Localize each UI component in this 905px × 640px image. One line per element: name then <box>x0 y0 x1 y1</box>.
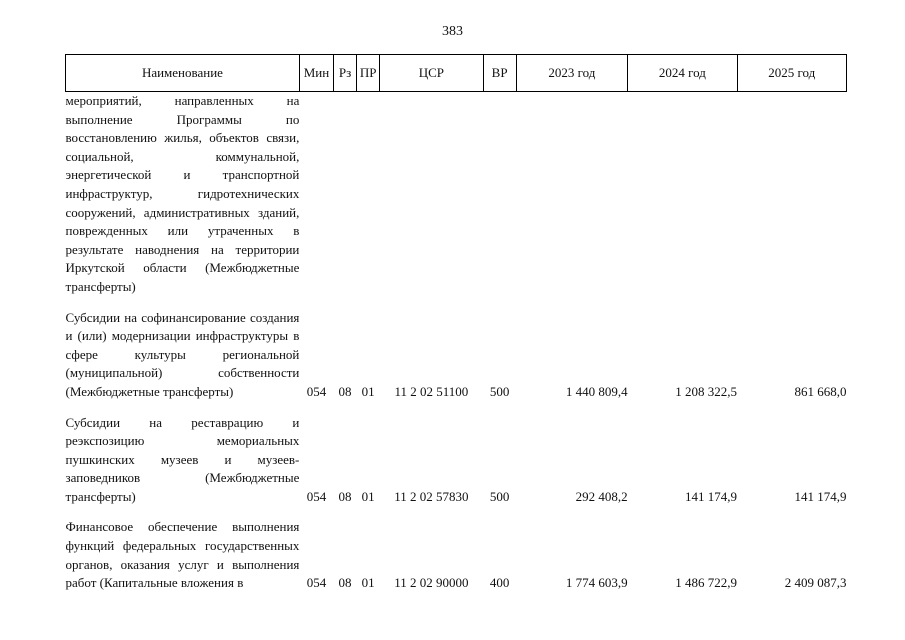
row-rz: 08 <box>338 575 352 591</box>
header-pr: ПР <box>357 55 380 92</box>
row-pr: 01 <box>361 383 375 399</box>
row-2024: 1 486 722,9 <box>675 575 738 591</box>
row-2024: 1 208 322,5 <box>675 383 738 399</box>
row-rz: 08 <box>338 383 352 399</box>
table-header-row <box>66 55 847 92</box>
table-row <box>66 309 847 402</box>
header-vr: ВР <box>483 55 516 92</box>
budget-table <box>65 54 847 593</box>
row-2023: 1 774 603,9 <box>565 575 628 591</box>
row-pr: 01 <box>361 488 375 504</box>
row-min: 054 <box>306 383 327 399</box>
row-vr: 500 <box>489 383 510 399</box>
row-2023: 292 408,2 <box>575 488 628 504</box>
row-csr: 11 2 02 90000 <box>394 575 469 591</box>
row-2023: 1 440 809,4 <box>565 383 628 399</box>
row-vr: 500 <box>489 488 510 504</box>
row-2025: 141 174,9 <box>794 488 847 504</box>
header-name: Наименование <box>66 55 300 92</box>
header-2025: 2025 год <box>737 55 846 92</box>
row-name: Субсидии на софинансирование создания и (или) модернизации инфраструктуры в сфере культуры региональной (муниципальной) собственности (Межбюджетные трансферты) <box>65 309 300 399</box>
row-2024: 141 174,9 <box>685 488 738 504</box>
page-number: 383 <box>442 24 463 39</box>
row-name: Субсидии на реставрацию и реэкспозицию мемориальных пушкинских музеев и музеев-заповедников (Межбюджетные трансферты) <box>65 414 300 504</box>
row-pr: 01 <box>361 575 375 591</box>
row-name: мероприятий, направленных на выполнение Программы по восстановлению жилья, объектов связи, социальной, коммунальной, энергетической и транспортной инфраструктур, гидротехнических сооружений, административных зданий, поврежденных или утраченных в результате наводнения на территории Иркутской области (Межбюджетные трансферты) <box>65 93 300 294</box>
header-csr: ЦСР <box>380 55 483 92</box>
header-rz: Рз <box>334 55 357 92</box>
row-min: 054 <box>306 488 327 504</box>
header-min: Мин <box>299 55 333 92</box>
row-min: 054 <box>306 575 327 591</box>
row-2025: 861 668,0 <box>794 383 847 399</box>
row-csr: 11 2 02 57830 <box>394 488 469 504</box>
table-row <box>66 92 847 297</box>
table-row <box>66 414 847 507</box>
table-row <box>66 518 847 592</box>
row-2025: 2 409 087,3 <box>784 575 847 591</box>
row-csr: 11 2 02 51100 <box>394 383 469 399</box>
header-2024: 2024 год <box>628 55 737 92</box>
row-rz: 08 <box>338 488 352 504</box>
row-name: Финансовое обеспечение выполнения функций федеральных государственных органов, оказания услуг и выполнения работ (Капитальные вложения в <box>65 519 300 591</box>
row-vr: 400 <box>489 575 510 591</box>
header-2023: 2023 год <box>516 55 627 92</box>
